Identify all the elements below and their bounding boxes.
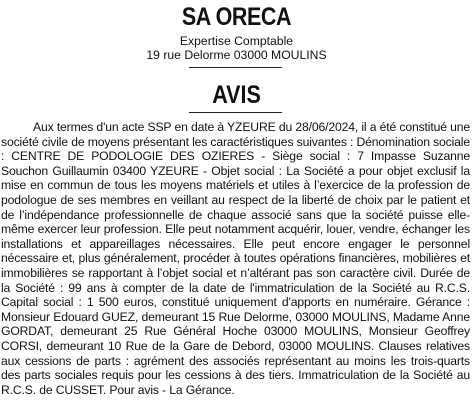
divider-bottom <box>189 112 282 113</box>
notice-title: AVIS <box>212 81 261 109</box>
company-activity: Expertise Comptable <box>179 34 294 48</box>
divider-top <box>189 67 282 68</box>
company-address: 19 rue Delorme 03000 MOULINS <box>146 48 327 62</box>
company-name: SA ORECA <box>181 3 292 31</box>
notice-body: Aux termes d'un acte SSP en date à YZEURE du 28/06/2024, il a été constitué une société civile de moyens présentant les caractéristiques suivantes : Dénomination sociale : CENTRE DE PODOLOGIE DES OZIERES - Siège social : 7 Impasse Suzanne Souchon Guillaumin 03400 YZEURE - Objet social : La Société a pour objet exclusif la mise en commun de tous les moyens matériels et utiles à l’exercice de la profession de podologue de ses membres en veillant au respect de la liberté de choix par le patient et de l’indépendance professionnelle de chaque associé sans que la société puisse elle-même exercer leur profession. Elle peut notamment acquérir, louer, vendre, échanger les installations et appareillages nécessaires. Elle peut encore engager le personnel nécessaire et, plus généralement, procéder à toutes opérations financières, mobilières et immobilières se rapportant à l’objet social et n’altérant pas son caractère civil. Durée de la Société : 99 ans à compter de la date de l'immatriculation de la Société au R.C.S. Capital social : 1 500 euros, constitué uniquement d'apports en numéraire. Gérance : Monsieur Edouard GUEZ, demeurant 15 Rue Delorme, 03000 MOULINS, Madame Anne GORDAT, demeurant 25 Rue Général Hoche 03000 MOULINS, Monsieur Geoffrey CORSI, demeurant 10 Rue de la Gare de Debord, 03000 MOULINS. Clauses relatives aux cessions de parts : agrément des associés représentant au moins les trois-quarts des parts sociales requis pour les cessions à des tiers. Immatriculation de la Société au R.C.S. de CUSSET. Pour avis - La Gérance. <box>1 120 470 397</box>
